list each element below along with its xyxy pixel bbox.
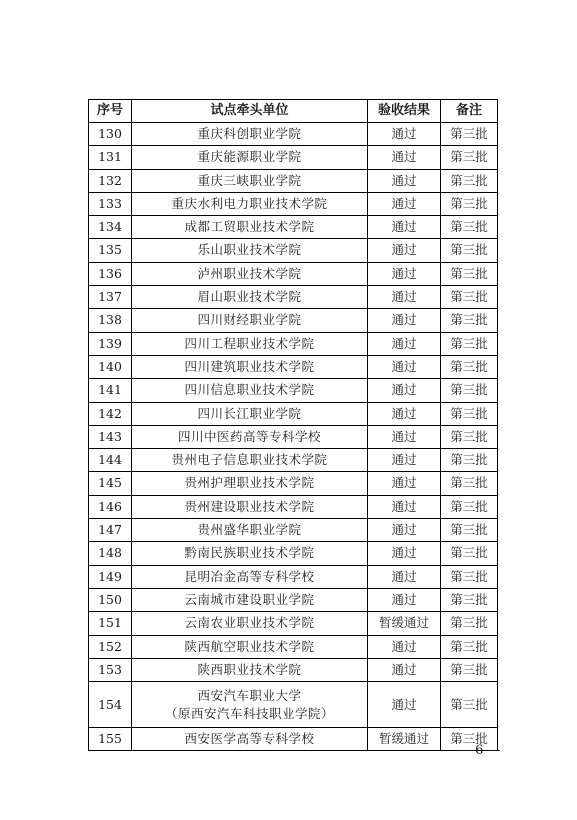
table-row: [89, 495, 498, 518]
table-row: [89, 262, 498, 285]
table-row: [89, 239, 498, 262]
cell-result: 通过: [368, 449, 441, 472]
cell-unit: [132, 309, 368, 332]
cell-result: 通过: [368, 216, 441, 239]
table-row: [89, 192, 498, 215]
cell-note: 第三批: [441, 379, 498, 402]
cell-note: 第三批: [441, 472, 498, 495]
cell-note: 第三批: [441, 286, 498, 309]
cell-result: 通过: [368, 262, 441, 285]
cell-seq: 134: [89, 216, 132, 239]
cell-seq: 139: [89, 332, 132, 355]
cell-note: 第三批: [441, 588, 498, 611]
cell-note: 第三批: [441, 542, 498, 565]
cell-result: 通过: [368, 239, 441, 262]
unit-name-line: 四川财经职业学院: [197, 312, 302, 328]
cell-seq: 149: [89, 565, 132, 588]
cell-result: 通过: [368, 472, 441, 495]
table-row: [89, 565, 498, 588]
cell-result: 通过: [368, 588, 441, 611]
cell-unit: [132, 332, 368, 355]
cell-result: 通过: [368, 425, 441, 448]
cell-note: 第三批: [441, 495, 498, 518]
table-row: [89, 286, 498, 309]
unit-name-line: 贵州电子信息职业技术学院: [171, 452, 328, 468]
cell-unit: [132, 472, 368, 495]
unit-name-line: 西安汽车职业大学: [197, 687, 302, 703]
cell-result: 通过: [368, 682, 441, 728]
unit-name-line: 西安医学高等专科学校: [184, 731, 315, 747]
cell-result: 通过: [368, 379, 441, 402]
cell-seq: 153: [89, 658, 132, 681]
table-row: [89, 123, 498, 146]
cell-note: 第三批: [441, 309, 498, 332]
cell-note: 第三批: [441, 425, 498, 448]
cell-seq: 130: [89, 123, 132, 146]
cell-unit: [132, 262, 368, 285]
unit-name-line: 四川建筑职业技术学院: [184, 358, 315, 374]
cell-result: 通过: [368, 658, 441, 681]
header-unit: 试点牵头单位: [132, 100, 368, 123]
cell-note: 第三批: [441, 402, 498, 425]
unit-name-line: 泸州职业技术学院: [197, 265, 302, 281]
header-result: 验收结果: [368, 100, 441, 123]
table-row: [89, 472, 498, 495]
table-row: [89, 449, 498, 472]
table-row: [89, 658, 498, 681]
table-row: [89, 588, 498, 611]
cell-note: 第三批: [441, 239, 498, 262]
cell-seq: 141: [89, 379, 132, 402]
table-row: [89, 542, 498, 565]
table-row: [89, 635, 498, 658]
cell-unit: [132, 542, 368, 565]
cell-seq: 152: [89, 635, 132, 658]
cell-unit: [132, 146, 368, 169]
cell-seq: 137: [89, 286, 132, 309]
cell-result: 暂缓通过: [368, 612, 441, 635]
table-row: [89, 309, 498, 332]
unit-name-line: 眉山职业技术学院: [197, 289, 302, 305]
table-row: [89, 355, 498, 378]
cell-seq: 136: [89, 262, 132, 285]
cell-note: 第三批: [441, 262, 498, 285]
cell-seq: 132: [89, 169, 132, 192]
cell-unit: [132, 216, 368, 239]
cell-seq: 147: [89, 519, 132, 542]
cell-seq: 142: [89, 402, 132, 425]
cell-result: 通过: [368, 565, 441, 588]
unit-name-line: 陕西职业技术学院: [197, 661, 302, 677]
header-note: 备注: [441, 100, 498, 123]
cell-note: 第三批: [441, 612, 498, 635]
unit-name-line: 重庆水利电力职业技术学院: [171, 195, 328, 211]
cell-note: 第三批: [441, 216, 498, 239]
cell-result: 通过: [368, 355, 441, 378]
cell-seq: 131: [89, 146, 132, 169]
table-row: [89, 379, 498, 402]
unit-name-line: 四川中医药高等专科学校: [177, 428, 321, 444]
cell-note: 第三批: [441, 449, 498, 472]
cell-seq: 154: [89, 682, 132, 728]
cell-seq: 150: [89, 588, 132, 611]
cell-seq: 140: [89, 355, 132, 378]
cell-note: 第三批: [441, 192, 498, 215]
cell-unit: [132, 355, 368, 378]
cell-unit: [132, 286, 368, 309]
header-row: [89, 100, 498, 123]
cell-unit: [132, 379, 368, 402]
cell-result: 通过: [368, 495, 441, 518]
unit-name-line: 成都工贸职业技术学院: [184, 219, 315, 235]
unit-name-line: 昆明冶金高等专科学校: [184, 568, 315, 584]
table-body: [89, 123, 498, 751]
cell-seq: 146: [89, 495, 132, 518]
table-row: [89, 332, 498, 355]
unit-name-line: 贵州护理职业技术学院: [184, 475, 315, 491]
cell-note: 第三批: [441, 565, 498, 588]
cell-note: 第三批: [441, 332, 498, 355]
cell-unit: [132, 588, 368, 611]
unit-name-line: 贵州建设职业技术学院: [184, 498, 315, 514]
cell-unit: [132, 612, 368, 635]
cell-unit: [132, 658, 368, 681]
cell-unit: [132, 169, 368, 192]
cell-unit: [132, 495, 368, 518]
unit-name-line: 贵州盛华职业学院: [197, 522, 302, 538]
cell-note: 第三批: [441, 658, 498, 681]
table-row: [89, 728, 498, 751]
cell-unit: [132, 425, 368, 448]
cell-note: 第三批: [441, 635, 498, 658]
page-number: — 6 —: [458, 743, 501, 758]
table-row: [89, 519, 498, 542]
table-row: [89, 216, 498, 239]
cell-result: 通过: [368, 309, 441, 332]
cell-seq: 138: [89, 309, 132, 332]
cell-unit: [132, 239, 368, 262]
cell-unit: [132, 192, 368, 215]
cell-seq: 144: [89, 449, 132, 472]
cell-note: 第三批: [441, 682, 498, 728]
cell-unit: [132, 565, 368, 588]
table-row: [89, 612, 498, 635]
cell-unit: [132, 123, 368, 146]
table-row: [89, 402, 498, 425]
cell-seq: 148: [89, 542, 132, 565]
cell-result: 通过: [368, 286, 441, 309]
unit-name-line: 重庆三峡职业学院: [197, 172, 302, 188]
cell-unit: [132, 519, 368, 542]
cell-seq: 135: [89, 239, 132, 262]
cell-result: 通过: [368, 635, 441, 658]
table-row: [89, 425, 498, 448]
cell-unit: [132, 402, 368, 425]
table-row: [89, 682, 498, 728]
cell-result: 通过: [368, 519, 441, 542]
cell-note: 第三批: [441, 123, 498, 146]
cell-seq: 145: [89, 472, 132, 495]
cell-unit: [132, 449, 368, 472]
unit-name-line: 四川工程职业技术学院: [184, 335, 315, 351]
cell-note: 第三批: [441, 728, 498, 751]
cell-unit: [132, 682, 368, 728]
cell-seq: 155: [89, 728, 132, 751]
table-row: [89, 169, 498, 192]
results-table: [88, 99, 498, 751]
cell-note: 第三批: [441, 169, 498, 192]
unit-name-line: 云南农业职业技术学院: [184, 615, 315, 631]
cell-result: 通过: [368, 123, 441, 146]
cell-result: 通过: [368, 169, 441, 192]
table-row: [89, 146, 498, 169]
unit-name-line: 四川长江职业学院: [197, 405, 302, 421]
cell-result: 通过: [368, 192, 441, 215]
cell-note: 第三批: [441, 146, 498, 169]
cell-seq: 143: [89, 425, 132, 448]
unit-name-line: 云南城市建设职业学院: [184, 591, 315, 607]
cell-result: 通过: [368, 146, 441, 169]
cell-result: 通过: [368, 542, 441, 565]
unit-name-line: 乐山职业技术学院: [197, 242, 302, 258]
unit-name-line: 陕西航空职业技术学院: [184, 638, 315, 654]
cell-unit: [132, 635, 368, 658]
cell-note: 第三批: [441, 519, 498, 542]
unit-name-line: 重庆科创职业学院: [197, 126, 302, 141]
cell-seq: 151: [89, 612, 132, 635]
unit-name-line: （原西安汽车科技职业学院）: [164, 705, 334, 721]
cell-result: 通过: [368, 402, 441, 425]
unit-name-line: 黔南民族职业技术学院: [184, 545, 315, 561]
cell-result: 暂缓通过: [368, 728, 441, 751]
cell-seq: 133: [89, 192, 132, 215]
unit-name-line: 四川信息职业技术学院: [184, 382, 315, 398]
cell-note: 第三批: [441, 355, 498, 378]
header-seq: 序号: [89, 100, 132, 123]
unit-name-line: 重庆能源职业学院: [197, 149, 302, 165]
cell-result: 通过: [368, 332, 441, 355]
cell-unit: [132, 728, 368, 751]
